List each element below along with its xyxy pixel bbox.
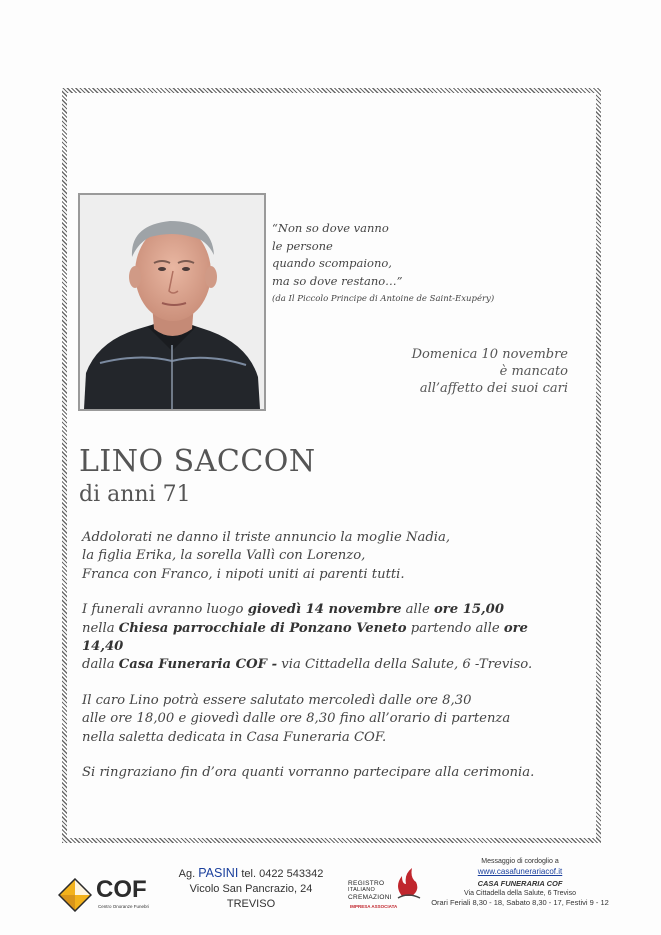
quote-line: le persone [272,238,333,253]
agency-name: PASINI [198,866,239,880]
cof-subtitle: Centro Onoranze Funebri [98,904,150,909]
visitation-line: nella saletta dedicata in Casa Funeraria COF. [82,729,387,745]
funeral-text: nella [82,620,119,636]
cof-wordmark: COF [96,876,147,903]
funeral-text: alle [401,602,434,618]
funeral-address: via Cittadella della Salute, 6 -Treviso. [277,657,533,673]
registro-associated: IMPRESA ASSOCIATA [350,904,398,909]
cof-logo [58,874,158,914]
quote-line: ma so dove restano…” [272,273,403,288]
quote-block [272,220,522,309]
registro-cremazioni-logo [348,864,428,914]
funeral-home-name: CASA FUNERARIA COF [477,879,563,888]
footer [0,850,661,935]
condolences-link[interactable]: www.casafunerariacof.it [477,866,563,876]
agency-address: Vicolo San Pancrazio, 24 [189,883,313,895]
condolences-info [420,857,620,908]
funeral-church: Chiesa parrocchiale di Ponzano Veneto [118,620,407,636]
quote-source: (da Il Piccolo Principe di Antoine de Saint-Exupéry) [272,294,495,304]
family-paragraph [82,529,552,584]
registro-line: ITALIANO [348,887,376,893]
visitation-line: Il caro Lino potrà essere salutato mercoledì dalle ore 8,30 [82,692,472,708]
family-line: la figlia Erika, la sorella Vallì con Lorenzo, [82,548,366,564]
notice-body [82,529,552,799]
funeral-text: dalla [82,657,119,673]
funeral-text: I funerali avranno luogo [82,602,248,618]
deceased-age: di anni 71 [79,482,191,507]
registro-text [348,880,392,901]
funeral-home: Casa Funeraria COF - [118,657,278,673]
visitation-line: alle ore 18,00 e giovedì dalle ore 8,30 fino all’orario di partenza [82,711,511,727]
deceased-name: LINO SACCON [79,444,316,479]
funeral-text: partendo alle [406,620,504,636]
announcement-line: all’affetto dei suoi cari [419,381,568,396]
announcement-line: Domenica 10 novembre [411,347,568,362]
family-line: Franca con Franco, i nipoti uniti ai parenti tutti. [82,566,405,582]
death-announcement [330,346,568,397]
condolences-label: Messaggio di cordoglio a [481,858,559,865]
flame-icon [392,866,422,900]
agency-info [176,866,326,912]
family-line: Addolorati ne danno il triste annuncio la moglie Nadia, [82,530,451,545]
funeral-date: giovedì 14 novembre [247,602,402,618]
quote-line: “Non so dove vanno [272,221,389,235]
agency-prefix: Ag. [178,868,199,880]
cof-diamond-icon [58,878,92,912]
departure-time: ore 14,40 [82,620,528,655]
funeral-paragraph [82,601,552,675]
visitation-paragraph [82,692,552,747]
thanks-paragraph: Si ringraziano fin d’ora quanti vorranno partecipare alla cerimonia. [82,765,535,781]
registro-line: CREMAZIONI [348,894,392,901]
agency-phone: tel. 0422 543342 [238,868,324,880]
announcement-line: è mancato [499,364,568,379]
agency-line [176,866,326,882]
funeral-time: ore 15,00 [433,602,505,618]
registro-line: REGISTRO [348,880,385,887]
agency-city: TREVISO [226,898,276,910]
portrait-photo [78,193,266,411]
quote-line: quando scompaiono, [272,256,392,270]
funeral-home-hours: Orari Feriali 8,30 - 18, Sabato 8,30 - 17, Festivi 9 - 12 [431,898,609,907]
funeral-home-address: Via Cittadella della Salute, 6 Treviso [464,889,576,897]
